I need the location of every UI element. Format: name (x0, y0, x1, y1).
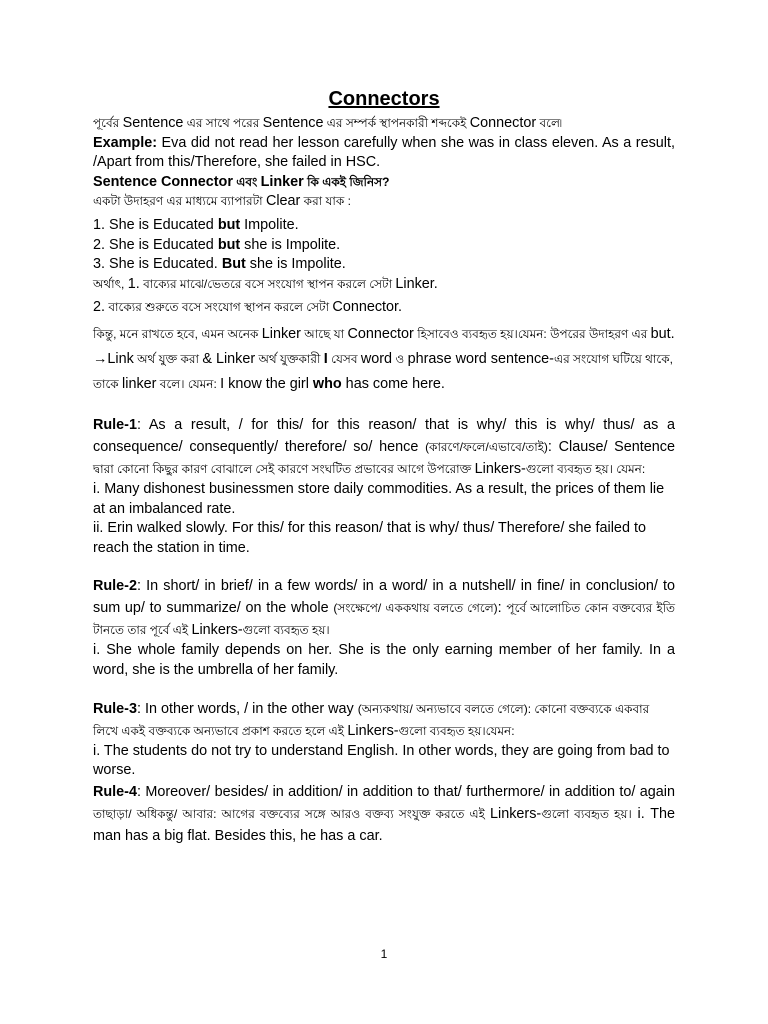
rule-1-paragraph: Rule-1: As a result, / for this/ for this reason/ that is why/ this is why/ thus/ as a consequence/ consequently/ therefore/ so/ hence (কারণে/ফলে/এভাবে/তাই): Clause/ Sentence দ্বারা কোনো কিছুর কারণ বোঝালে সেই কারণে সংঘটিত প্রভাবের আগে উপরোক্ত Linkers-গুলো ব্যবহৃত হয়। যেমন: (93, 416, 675, 477)
list-item: 1. She is Educated but Impolite. (93, 216, 299, 233)
example-label: Example: (93, 134, 157, 151)
document-page (93, 86, 675, 847)
examples-list (93, 216, 675, 275)
note-paragraph: কিন্তু, মনে রাখতে হবে, এমন অনেক Linker আছে যা Connector হিসাবেও ব্যবহৃত হয়।যেমন: উপরের উদাহরণ এর but. →Link অর্থ যুক্ত করা & Linker অর্থ যুক্তকারী I যেসব word ও phrase word sentence-এর সংযোগ ঘটিয়ে থাকে, তাকে linker বলে। যেমন: I know the girl who has come here. (93, 325, 675, 392)
page-number: 1 (380, 947, 388, 961)
rule-1-label: Rule-1 (93, 416, 137, 433)
intro-definition: পূর্বের Sentence এর সাথে পরের Sentence এর সম্পর্ক স্থাপনকারী শব্দকেই Connector বলে৷ (93, 115, 562, 131)
rule-3-paragraph: Rule-3: In other words, / in the other way (অন্যকথায়/ অন্যভাবে বলতে গেলে): কোনো বক্তব্যকে একবার লিখে একই বক্তব্যকে অন্যভাবে প্রকাশ করতে হলে এই Linkers-গুলো ব্যবহৃত হয়।যেমন: (93, 700, 650, 739)
rule-2-example-1: i. She whole family depends on her. She is the only earning member of her family. In a word, she is the umbrella of her family. (93, 642, 675, 678)
rule-1-example-2: ii. Erin walked slowly. For this/ for this reason/ that is why/ thus/ Therefore/ she failed to reach the station in time. (93, 520, 646, 556)
rule-3-label: Rule-3 (93, 700, 137, 717)
rule-3-example-1: i. The students do not try to understand English. In other words, they are going from bad to worse. (93, 742, 670, 779)
example-paragraph: Example: Eva did not read her lesson carefully when she was in class eleven. As a result, /Apart from this/Therefore, she failed in HSC. (93, 134, 675, 171)
rule-4-paragraph: Rule-4: Moreover/ besides/ in addition/ in addition to that/ furthermore/ in addition to/ again তাছাড়া/ অধিকন্তু/ আবার: আগের বক্তব্যের সঙ্গে আরও বক্তব্য সংযুক্ত করতে এই Linkers-গুলো ব্যবহৃত হয়। i. The man has a big flat. Besides this, he has a car. (93, 783, 675, 844)
question-heading: Sentence Connector এবং Linker কি একই জিনিস? (93, 173, 390, 190)
list-item: 3. She is Educated. But she is Impolite. (93, 256, 346, 273)
rule-1-example-1: i. Many dishonest businessmen store daily commodities. As a result, the prices of them lie at an imbalanced rate. (93, 480, 665, 517)
clear-line: একটা উদাহরণ এর মাধ্যমে ব্যাপারটা Clear করা যাক : (93, 193, 351, 210)
rule-2-paragraph: Rule-2: In short/ in brief/ in a few words/ in a word/ in a nutshell/ in fine/ in conclusion/ to sum up/ to summarize/ on the whole (সংক্ষেপে/ এককথায় বলতে গেলে): পূর্বে আলোচিত কোন বক্তব্যের ইতি টানতে তার পূর্বে এই Linkers-গুলো ব্যবহৃত হয়। (93, 578, 676, 639)
list-item: 2. She is Educated but she is Impolite. (93, 236, 341, 253)
linker-definition: অর্থাৎ, 1. বাক্যের মাঝে/ভেতরে বসে সংযোগ স্থাপন করলে সেটা Linker. (93, 275, 438, 292)
rule-2-label: Rule-2 (93, 578, 137, 595)
rule-4-label: Rule-4 (93, 783, 137, 800)
connector-definition: 2. বাক্যের শুরুতে বসে সংযোগ স্থাপন করলে সেটা Connector. (93, 299, 403, 316)
page-title: Connectors (328, 88, 440, 110)
